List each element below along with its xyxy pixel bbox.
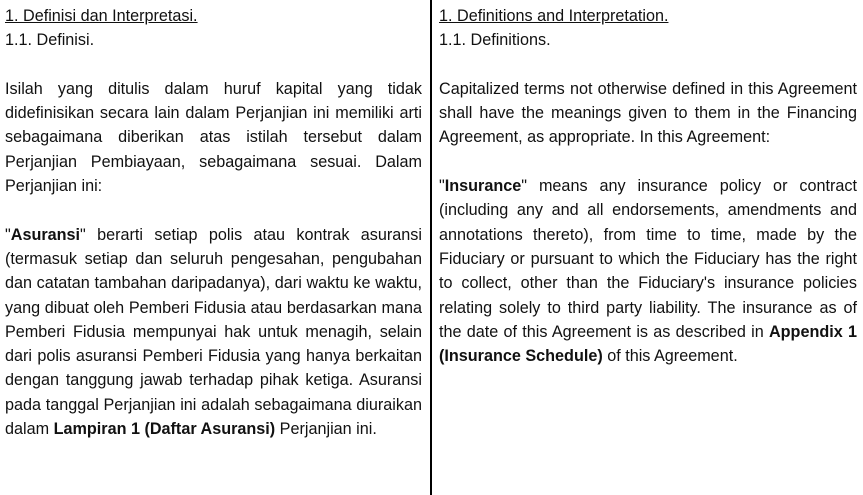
indonesian-column (5, 4, 422, 441)
definition-tail: Perjanjian ini. (275, 420, 377, 439)
close-quote: " (521, 177, 527, 196)
spacer (5, 53, 422, 77)
appendix-reference-id: Lampiran 1 (Daftar Asuransi) (53, 420, 276, 439)
appendix-reference-en: Appendix 1 (Insurance Schedule) (439, 322, 857, 366)
subsection-heading-en: 1.1. Definitions. (439, 31, 551, 50)
english-column (439, 4, 857, 368)
spacer (439, 53, 857, 77)
spacer (439, 150, 857, 174)
definition-tail: of this Agreement. (602, 347, 738, 366)
open-quote: " (5, 225, 11, 244)
column-divider (430, 0, 432, 495)
section-heading-en: 1. Definitions and Interpretation. (439, 7, 669, 25)
definition-text: berarti setiap polis atau kontrak asuransi (termasuk setiap dan seluruh pengesahan, pengubahan dan catatan tambahan daripadanya), dari waktu ke waktu, yang dibuat oleh Pemberi Fidusia atau berdasarkan mana Pemberi Fidusia mempunyai hak untuk menagih, selain dari polis asuransi Pemberi Fidusia yang hanya berkaitan dengan tanggung jawab terhadap pihak ketiga. Asuransi pada tanggal Perjanjian ini adalah sebagaimana diuraikan dalam (5, 225, 422, 439)
defined-term-asuransi: Asuransi (10, 225, 81, 244)
subsection-heading-id: 1.1. Definisi. (5, 31, 95, 50)
definition-paragraph-en (439, 174, 857, 368)
intro-paragraph-id: Isilah yang ditulis dalam huruf kapital yang tidak didefinisikan secara lain dalam Perjanjian ini memiliki arti sebagaimana diberikan atas istilah tersebut dalam Perjanjian Pembiayaan, sebagaimana sesuai. Dalam Perjanjian ini: (5, 79, 422, 196)
section-heading-id: 1. Definisi dan Interpretasi. (5, 7, 198, 25)
open-quote: " (439, 177, 445, 196)
intro-paragraph-en: Capitalized terms not otherwise defined in this Agreement shall have the meanings given to them in the Financing Agreement, as appropriate. In this Agreement: (439, 79, 857, 147)
close-quote: " (80, 225, 86, 244)
definition-text: means any insurance policy or contract (including any and all endorsements, amendments and annotations thereto), from time to time, made by the Fiduciary or pursuant to which the Fiduciary has the right to collect, other than the Fiduciary's insurance policies relating solely to third party liability. The insurance as of the date of this Agreement is as described in (439, 177, 857, 341)
spacer (5, 198, 422, 222)
definition-paragraph-id (5, 223, 422, 442)
defined-term-insurance: Insurance (444, 177, 522, 196)
